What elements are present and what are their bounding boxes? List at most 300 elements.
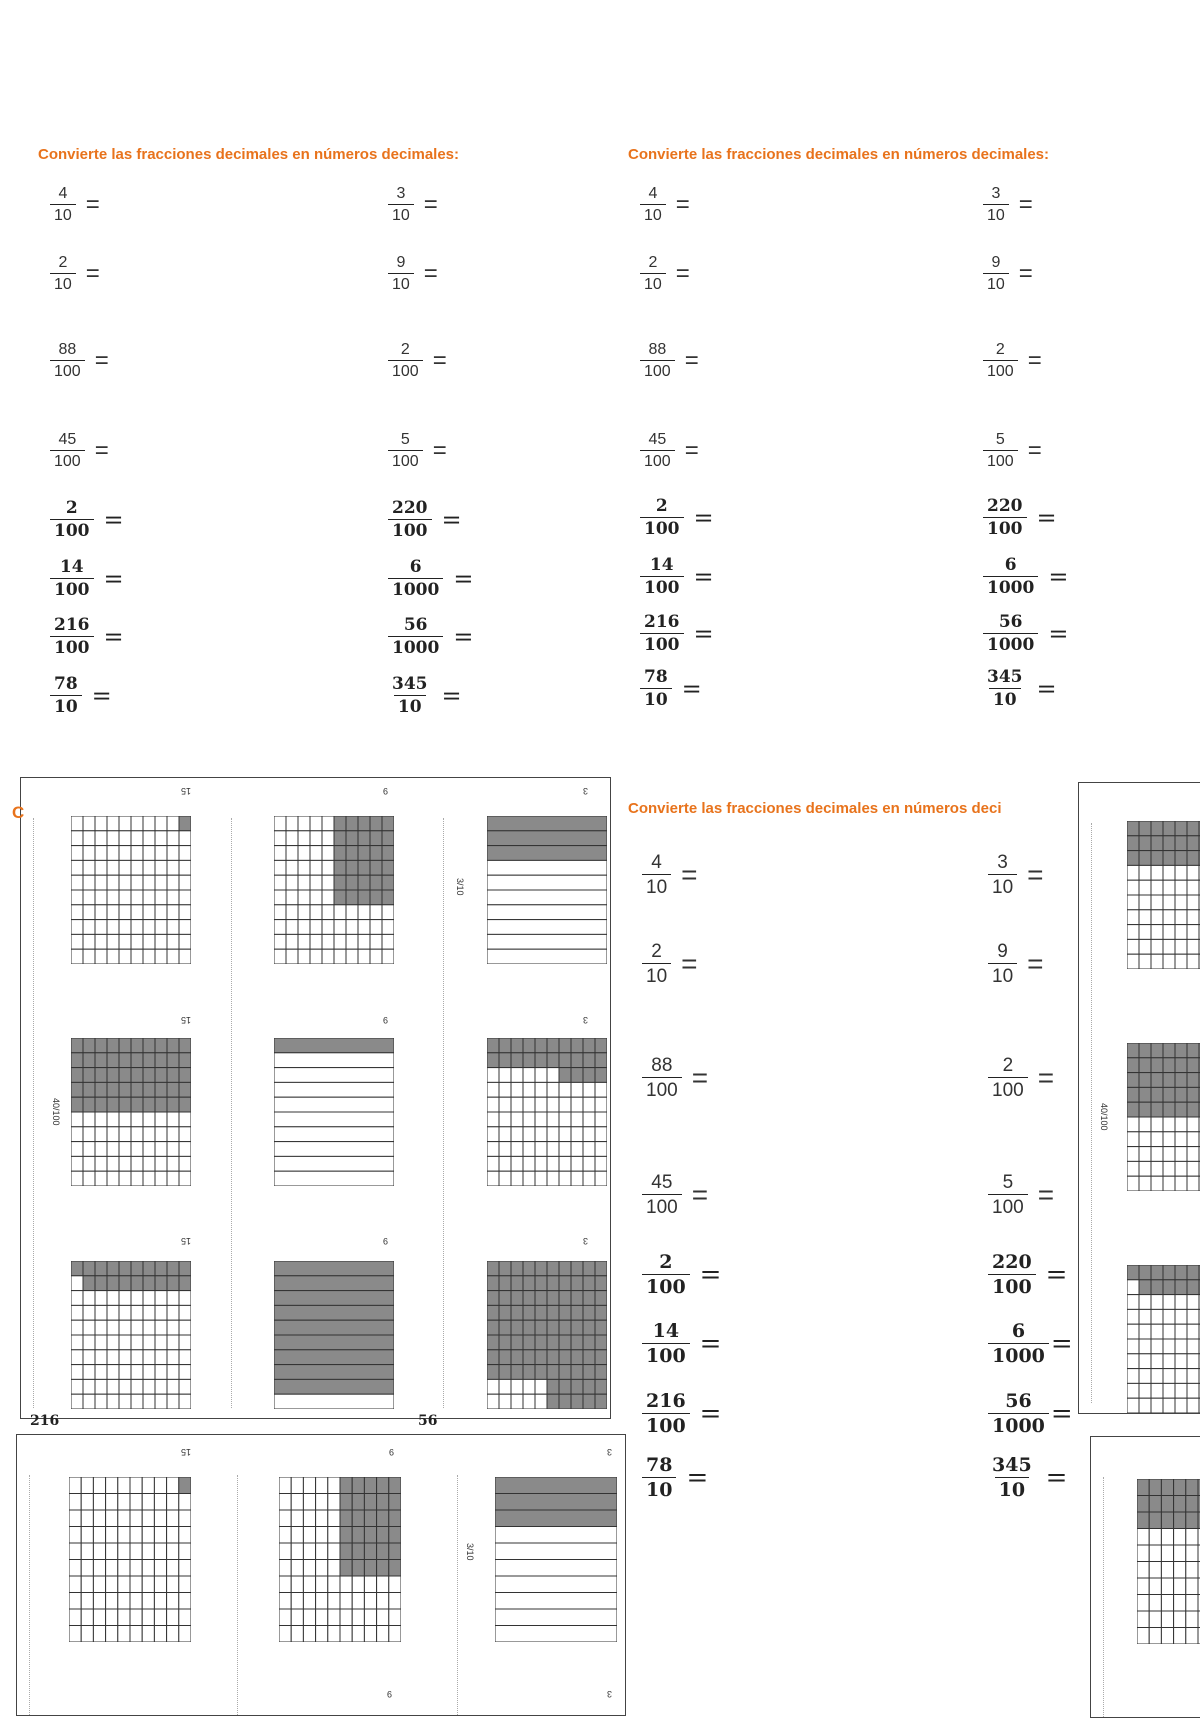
empty-cell [93,1576,105,1593]
shaded-cell [364,1510,376,1527]
empty-cell [1175,910,1187,925]
shaded-cell [559,1350,571,1365]
empty-cell [167,905,179,920]
hundredths-grid-model [274,816,394,969]
shaded-cell [595,1350,607,1365]
empty-cell [83,1171,95,1186]
empty-cell [130,1477,142,1494]
empty-cell [71,934,83,949]
empty-cell [130,1593,142,1610]
empty-cell [179,905,191,920]
shaded-cell [511,1276,523,1291]
empty-cell [106,1609,118,1626]
fraction-exercise [983,186,1033,224]
empty-cell [1187,1161,1199,1176]
shaded-cell [1149,1512,1161,1529]
empty-cell [167,1112,179,1127]
empty-cell [487,1082,499,1097]
numerator: 14 [649,555,674,575]
empty-cell [167,1379,179,1394]
empty-cell [142,1609,154,1626]
numerator: 78 [54,674,78,694]
empty-cell [107,1291,119,1306]
empty-cell [547,1142,559,1157]
empty-cell [107,1171,119,1186]
empty-cell [130,1626,142,1643]
empty-cell [143,890,155,905]
empty-cell [71,875,83,890]
equals-sign: = [1045,1260,1068,1290]
shaded-cell [535,1365,547,1380]
empty-cell [95,949,107,964]
empty-cell [83,1365,95,1380]
empty-cell [1186,1578,1198,1595]
hundredths-grid-model [71,1261,191,1414]
shaded-cell [523,1365,535,1380]
shaded-cell [523,1261,535,1276]
fraction-exercise [983,255,1033,293]
empty-cell [83,1156,95,1171]
empty-cell [95,905,107,920]
empty-cell [511,1171,523,1186]
empty-cell [583,1171,595,1186]
empty-cell [107,1127,119,1142]
empty-cell [155,1335,167,1350]
empty-cell [118,1593,130,1610]
empty-cell [487,1127,499,1142]
fraction-exercise [983,669,1057,709]
shaded-cell [1174,1479,1186,1496]
shaded-cell [1139,851,1151,866]
empty-cell [71,1305,83,1320]
empty-cell [1187,1309,1199,1324]
empty-cell [1139,1324,1151,1339]
empty-cell [1127,954,1139,969]
shaded-cell [1163,1073,1175,1088]
occluded-fragment: 216 [30,1413,60,1429]
empty-cell [595,1142,607,1157]
shaded-cell [499,1261,511,1276]
shaded-cell [83,1261,95,1276]
empty-cell [1139,1398,1151,1413]
empty-cell [303,1626,315,1643]
empty-cell [328,1626,340,1643]
empty-cell [322,890,334,905]
empty-tenth [487,934,607,949]
empty-cell [167,1576,179,1593]
shaded-cell [1151,851,1163,866]
denominator: 10 [640,273,666,293]
shaded-cell [1187,836,1199,851]
grid-label: 9 [383,786,389,796]
empty-cell [142,1543,154,1560]
shaded-cell [595,1365,607,1380]
empty-cell [179,1576,191,1593]
empty-cell [130,1543,142,1560]
shaded-cell [535,1291,547,1306]
empty-cell [571,1097,583,1112]
empty-cell [1137,1562,1149,1579]
empty-cell [1139,925,1151,940]
empty-cell [119,949,131,964]
denominator: 10 [983,273,1009,293]
equals-sign: = [423,260,438,287]
shaded-cell [1174,1496,1186,1513]
empty-cell [130,1527,142,1544]
empty-cell [571,1156,583,1171]
empty-cell [322,816,334,831]
empty-cell [154,1626,166,1643]
empty-cell [346,934,358,949]
denominator: 100 [983,360,1018,380]
fraction [50,617,94,657]
empty-cell [167,1609,179,1626]
empty-cell [1187,1117,1199,1132]
empty-cell [298,860,310,875]
numerator: 2 [995,341,1005,358]
empty-cell [83,934,95,949]
empty-cell [1163,1132,1175,1147]
empty-cell [95,1142,107,1157]
shaded-cell [1161,1479,1173,1496]
empty-cell [119,816,131,831]
empty-cell [167,920,179,935]
shaded-cell [487,1053,499,1068]
shaded-cell [559,1365,571,1380]
grid-label: 9 [383,1015,389,1025]
empty-cell [118,1626,130,1643]
empty-cell [1137,1628,1149,1645]
empty-cell [179,934,191,949]
shaded-cell [107,1082,119,1097]
empty-cell [95,875,107,890]
numerator: 4 [58,185,68,202]
shaded-cell [1175,1265,1187,1280]
empty-cell [1127,910,1139,925]
shaded-cell [571,1350,583,1365]
shaded-cell [499,1335,511,1350]
empty-cell [487,1142,499,1157]
equals-sign: = [1027,948,1044,979]
shaded-cell [346,890,358,905]
shaded-cell [571,1365,583,1380]
shaded-tenth [495,1494,617,1511]
empty-cell [334,934,346,949]
shaded-cell [1175,1087,1187,1102]
empty-cell [389,1609,401,1626]
empty-cell [334,920,346,935]
empty-cell [1163,865,1175,880]
empty-cell [316,1576,328,1593]
empty-cell [279,1543,291,1560]
empty-cell [499,1171,511,1186]
empty-tenth [274,1142,394,1157]
shaded-cell [143,1068,155,1083]
empty-tenth [274,1127,394,1142]
shaded-cell [143,1053,155,1068]
empty-cell [303,1576,315,1593]
empty-cell [1163,1369,1175,1384]
empty-cell [1187,1354,1199,1369]
shaded-cell [1149,1496,1161,1513]
fraction-exercise [988,853,1044,897]
empty-cell [274,920,286,935]
fraction-exercise [640,255,690,293]
numerator: 220 [987,496,1023,516]
shaded-cell [1127,821,1139,836]
empty-cell [1163,910,1175,925]
empty-cell [328,1576,340,1593]
shaded-cell [523,1291,535,1306]
shaded-cell [119,1068,131,1083]
empty-cell [107,949,119,964]
shaded-cell [1187,851,1199,866]
shaded-cell [131,1261,143,1276]
empty-cell [286,831,298,846]
shaded-tenth [274,1276,394,1291]
empty-cell [1151,1339,1163,1354]
fraction-exercise [388,342,447,380]
empty-cell [382,934,394,949]
shaded-cell [571,1394,583,1409]
empty-cell [167,1305,179,1320]
empty-cell [279,1494,291,1511]
empty-cell [69,1527,81,1544]
empty-cell [155,1305,167,1320]
empty-cell [119,1291,131,1306]
empty-cell [1187,1339,1199,1354]
empty-cell [107,846,119,861]
shaded-cell [340,1527,352,1544]
fraction [983,669,1027,709]
shaded-cell [559,1291,571,1306]
fraction-exercise [983,557,1068,597]
empty-cell [93,1527,105,1544]
empty-cell [1163,1147,1175,1162]
empty-cell [179,1527,191,1544]
empty-tenth [487,860,607,875]
shaded-cell [547,1038,559,1053]
denominator: 10 [388,273,414,293]
empty-cell [167,934,179,949]
shaded-cell [1163,1058,1175,1073]
empty-cell [155,1350,167,1365]
shaded-cell [1139,1265,1151,1280]
shaded-cell [143,1097,155,1112]
shaded-cell [583,1053,595,1068]
fraction [388,255,414,293]
empty-cell [1151,1176,1163,1191]
empty-cell [310,890,322,905]
denominator: 10 [983,204,1009,224]
empty-cell [167,1510,179,1527]
shaded-cell [155,1053,167,1068]
fraction-side-label: 3/10 [455,878,465,896]
empty-cell [1127,1132,1139,1147]
shaded-cell [559,1335,571,1350]
shaded-cell [499,1291,511,1306]
empty-cell [130,1560,142,1577]
empty-cell [274,816,286,831]
fraction-exercise [642,942,698,986]
shaded-cell [95,1038,107,1053]
shaded-cell [131,1068,143,1083]
empty-cell [303,1593,315,1610]
fraction [642,853,671,897]
empty-cell [1127,1161,1139,1176]
empty-cell [179,846,191,861]
grid-label: 9 [383,1236,389,1246]
empty-cell [71,1291,83,1306]
empty-cell [1174,1628,1186,1645]
shaded-cell [167,1068,179,1083]
shaded-cell [95,1068,107,1083]
shaded-cell [499,1053,511,1068]
empty-cell [142,1626,154,1643]
shaded-cell [487,1261,499,1276]
shaded-cell [487,1320,499,1335]
fraction-exercise [988,1322,1073,1366]
shaded-cell [389,1494,401,1511]
empty-cell [1137,1611,1149,1628]
empty-cell [1187,1176,1199,1191]
shaded-cell [346,816,358,831]
denominator: 10 [50,273,76,293]
denominator: 1000 [388,636,443,657]
empty-cell [358,920,370,935]
shaded-tenth [274,1320,394,1335]
empty-cell [118,1510,130,1527]
fraction [640,255,666,293]
empty-cell [279,1510,291,1527]
empty-cell [107,934,119,949]
empty-cell [167,1127,179,1142]
shaded-cell [535,1350,547,1365]
empty-cell [322,905,334,920]
empty-cell [95,1171,107,1186]
empty-cell [167,1593,179,1610]
empty-cell [322,875,334,890]
empty-cell [131,1305,143,1320]
empty-cell [154,1593,166,1610]
empty-cell [118,1609,130,1626]
equals-sign: = [103,623,124,651]
numerator: 220 [992,1251,1032,1273]
shaded-cell [583,1379,595,1394]
empty-cell [298,905,310,920]
empty-cell [1139,1147,1151,1162]
shaded-cell [559,1261,571,1276]
shaded-cell [571,1305,583,1320]
empty-cell [511,1082,523,1097]
empty-tenth [274,1171,394,1186]
empty-cell [154,1527,166,1544]
empty-cell [274,846,286,861]
shaded-cell [83,1276,95,1291]
empty-cell [107,890,119,905]
grid-models-panel [20,777,611,1419]
empty-cell [1175,1339,1187,1354]
empty-cell [95,1379,107,1394]
empty-cell [179,1365,191,1380]
empty-cell [167,875,179,890]
empty-cell [303,1560,315,1577]
empty-cell [1161,1611,1173,1628]
shaded-cell [595,1305,607,1320]
shaded-tenth [274,1365,394,1380]
equals-sign: = [699,1329,722,1359]
empty-cell [1151,1147,1163,1162]
shaded-cell [1151,821,1163,836]
empty-cell [1139,1295,1151,1310]
denominator: 100 [642,1194,682,1217]
fraction-exercise [640,342,699,380]
empty-cell [346,949,358,964]
empty-cell [83,1350,95,1365]
empty-cell [95,1127,107,1142]
shaded-cell [95,1082,107,1097]
shaded-cell [370,816,382,831]
empty-cell [352,1626,364,1643]
shaded-cell [1187,1073,1199,1088]
shaded-cell [535,1305,547,1320]
shaded-cell [1163,1280,1175,1295]
empty-cell [1163,1354,1175,1369]
empty-tenth [274,1053,394,1068]
cut-line [1103,1477,1104,1717]
empty-cell [1175,1117,1187,1132]
shaded-cell [1175,851,1187,866]
shaded-cell [499,1320,511,1335]
empty-cell [81,1543,93,1560]
numerator: 5 [400,431,410,448]
shaded-cell [95,1276,107,1291]
empty-cell [179,1494,191,1511]
empty-cell [316,1494,328,1511]
empty-cell [1174,1595,1186,1612]
shaded-cell [1187,1102,1199,1117]
empty-cell [303,1609,315,1626]
shaded-cell [547,1305,559,1320]
empty-cell [155,920,167,935]
fraction-exercise [983,342,1042,380]
empty-cell [95,1112,107,1127]
empty-cell [131,846,143,861]
grid-label: 15 [181,1015,192,1025]
empty-cell [1151,1354,1163,1369]
shaded-cell [523,1276,535,1291]
fraction-exercise [642,1173,708,1217]
empty-cell [511,1068,523,1083]
empty-cell [279,1527,291,1544]
empty-cell [155,905,167,920]
shaded-cell [1127,1058,1139,1073]
empty-cell [310,846,322,861]
hundredths-grid-model [487,1038,607,1191]
fraction-exercise [388,676,462,716]
empty-cell [154,1510,166,1527]
shaded-cell [377,1527,389,1544]
empty-tenth [487,949,607,964]
fraction [640,186,666,224]
empty-cell [155,1171,167,1186]
empty-cell [547,1127,559,1142]
denominator: 1000 [983,576,1038,597]
shaded-cell [583,1320,595,1335]
shaded-cell [1139,1102,1151,1117]
empty-cell [131,1112,143,1127]
empty-cell [364,1626,376,1643]
